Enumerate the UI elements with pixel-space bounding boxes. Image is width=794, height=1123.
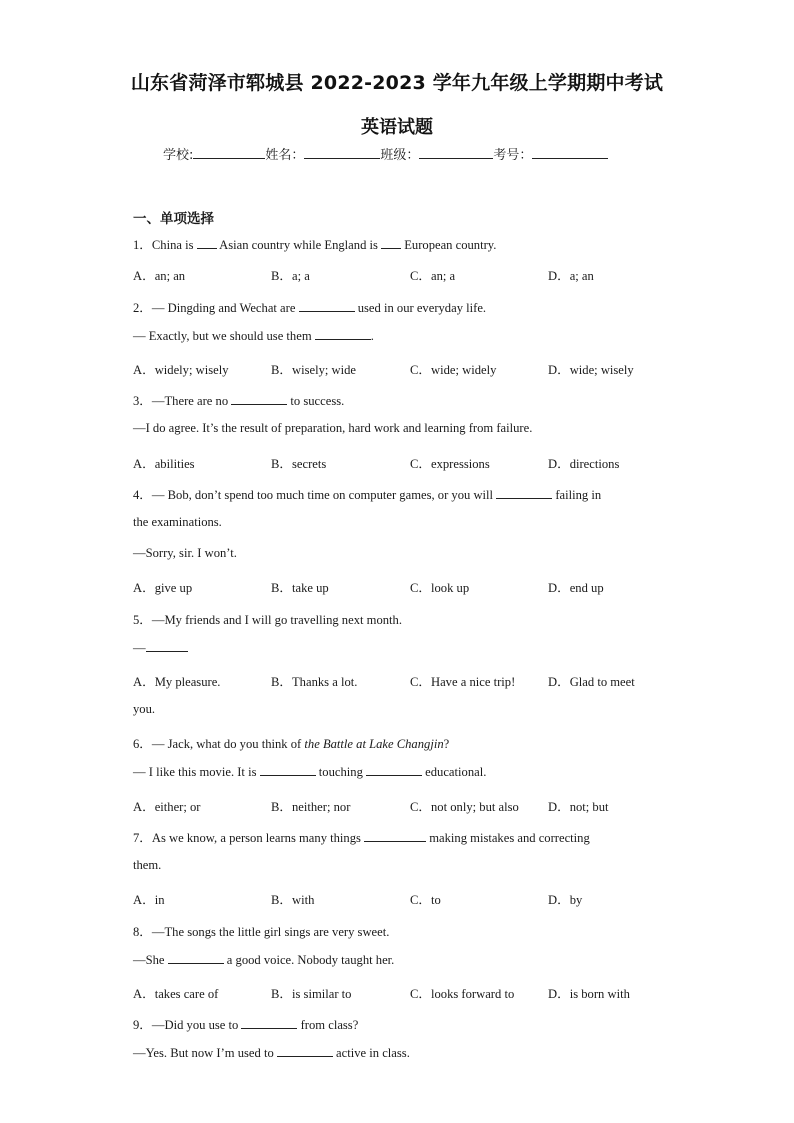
q1-option-a[interactable]: A．an; an bbox=[133, 269, 186, 283]
question-8-stem: 8．—The songs the little girl sings are very sweet. bbox=[133, 925, 390, 939]
number-blank[interactable] bbox=[532, 146, 608, 159]
q8-option-d[interactable]: D．is born with bbox=[548, 987, 630, 1001]
exam-title: 山东省菏泽市郓城县 2022-2023 学年九年级上学期期中考试 bbox=[130, 72, 664, 94]
q2-option-d[interactable]: D．wide; wisely bbox=[548, 363, 634, 377]
q4-option-d[interactable]: D．end up bbox=[548, 581, 604, 595]
question-8-reply: —She a good voice. Nobody taught her. bbox=[133, 953, 395, 967]
q3-option-c[interactable]: C．expressions bbox=[410, 457, 490, 471]
question-6-reply: — I like this movie. It is touching educational. bbox=[133, 765, 487, 779]
number-label: 考号： bbox=[493, 148, 533, 163]
question-1-stem: 1．China is Asian country while England is European country. bbox=[133, 238, 497, 252]
q1-option-d[interactable]: D．a; an bbox=[548, 269, 594, 283]
class-blank[interactable] bbox=[419, 146, 493, 159]
q3-option-a[interactable]: A．abilities bbox=[133, 457, 195, 471]
q7-option-c[interactable]: C．to bbox=[410, 893, 441, 907]
question-4-stem-cont: the examinations. bbox=[133, 515, 222, 529]
q7-option-d[interactable]: D．by bbox=[548, 893, 583, 907]
q6-option-a[interactable]: A．either; or bbox=[133, 800, 201, 814]
q5-option-b[interactable]: B．Thanks a lot. bbox=[271, 675, 358, 689]
name-label: 姓名： bbox=[265, 148, 305, 163]
question-3-reply: —I do agree. It’s the result of preparation, hard work and learning from failure. bbox=[133, 421, 533, 435]
q8-option-a[interactable]: A．takes care of bbox=[133, 987, 219, 1001]
q6-option-b[interactable]: B．neither; nor bbox=[271, 800, 351, 814]
q4-option-c[interactable]: C．look up bbox=[410, 581, 470, 595]
question-6-stem: 6．— Jack, what do you think of the Battle at Lake Changjin? bbox=[133, 737, 450, 751]
q2-option-c[interactable]: C．wide; widely bbox=[410, 363, 497, 377]
question-2-stem: 2．— Dingding and Wechat are used in our everyday life. bbox=[133, 301, 487, 315]
q5-option-c[interactable]: C．Have a nice trip! bbox=[410, 675, 516, 689]
class-label: 班级： bbox=[380, 148, 420, 163]
q2-option-b[interactable]: B．wisely; wide bbox=[271, 363, 357, 377]
question-4-reply: —Sorry, sir. I won’t. bbox=[133, 546, 237, 560]
school-label: 学校: bbox=[163, 148, 194, 163]
q5-option-d[interactable]: D．Glad to meet bbox=[548, 675, 635, 689]
question-9-stem: 9．—Did you use to from class? bbox=[133, 1018, 359, 1032]
question-4-stem: 4．— Bob, don’t spend too much time on computer games, or you will failing in bbox=[133, 488, 602, 502]
question-9-reply: —Yes. But now I’m used to active in class. bbox=[133, 1046, 410, 1060]
question-7-stem-cont: them. bbox=[133, 858, 162, 872]
q3-option-b[interactable]: B．secrets bbox=[271, 457, 327, 471]
q8-option-c[interactable]: C．looks forward to bbox=[410, 987, 515, 1001]
q1-option-b[interactable]: B．a; a bbox=[271, 269, 310, 283]
student-info-row bbox=[163, 144, 608, 163]
section-title: 一、单项选择 bbox=[133, 211, 214, 227]
q6-option-d[interactable]: D．not; but bbox=[548, 800, 609, 814]
question-3-stem: 3．—There are no to success. bbox=[133, 394, 345, 408]
exam-subtitle: 英语试题 bbox=[361, 117, 433, 138]
question-5-stem: 5．—My friends and I will go travelling next month. bbox=[133, 613, 402, 627]
question-7-stem: 7．As we know, a person learns many things making mistakes and correcting bbox=[133, 831, 590, 845]
q5-option-a[interactable]: A．My pleasure. bbox=[133, 675, 221, 689]
school-blank[interactable] bbox=[193, 146, 265, 159]
question-5-reply: — bbox=[133, 640, 188, 656]
q4-option-b[interactable]: B．take up bbox=[271, 581, 329, 595]
q4-option-a[interactable]: A．give up bbox=[133, 581, 193, 595]
q6-option-c[interactable]: C．not only; but also bbox=[410, 800, 519, 814]
question-2-reply: — Exactly, but we should use them . bbox=[133, 329, 374, 343]
q7-option-b[interactable]: B．with bbox=[271, 893, 315, 907]
q7-option-a[interactable]: A．in bbox=[133, 893, 165, 907]
q3-option-d[interactable]: D．directions bbox=[548, 457, 620, 471]
q2-option-a[interactable]: A．widely; wisely bbox=[133, 363, 229, 377]
q8-option-b[interactable]: B．is similar to bbox=[271, 987, 352, 1001]
name-blank[interactable] bbox=[304, 146, 380, 159]
q1-option-c[interactable]: C．an; a bbox=[410, 269, 456, 283]
q5-option-d-cont: you. bbox=[133, 702, 156, 716]
